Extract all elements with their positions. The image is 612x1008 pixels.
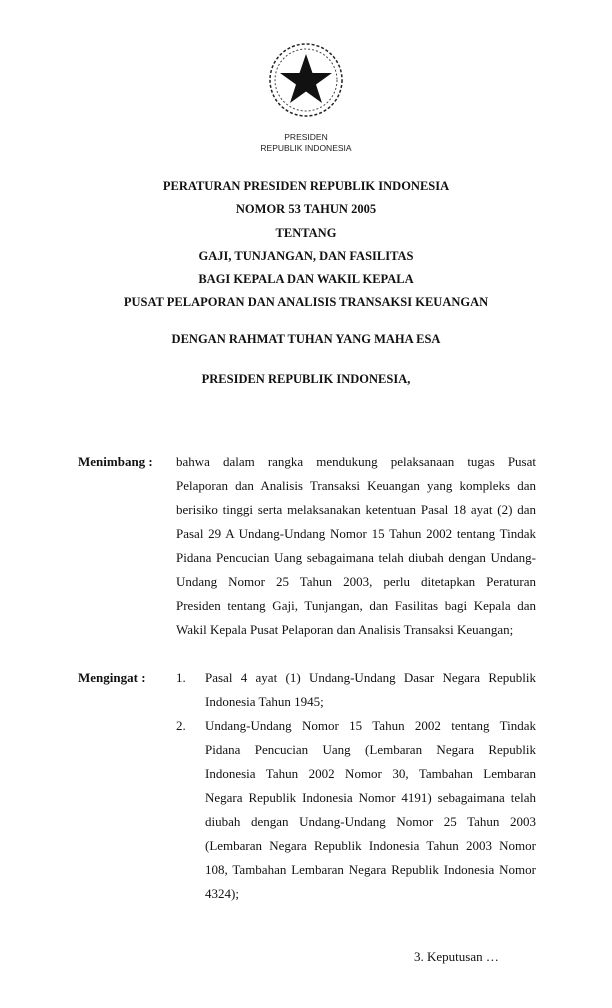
text-line: Undang-Undang Nomor 15 Tahun 2002 tentang Tindak xyxy=(205,718,536,734)
text-line: Undang Nomor 25 Tahun 2003, perlu ditetapkan Peraturan xyxy=(176,574,536,590)
mengingat-section xyxy=(78,666,536,906)
text-line: Wakil Kepala Pusat Pelaporan dan Analisis Transaksi Keuangan; xyxy=(176,622,514,638)
text-line: Pidana Pencucian Uang (Lembaran Negara Republik xyxy=(205,742,536,758)
text-line: Negara Republik Indonesia Nomor 4191) sebagaimana telah xyxy=(205,790,536,806)
text-line: Indonesia Tahun 2002 Nomor 30, Tambahan Lembaran xyxy=(205,766,536,782)
text-line: Pasal 4 ayat (1) Undang-Undang Dasar Negara Republik xyxy=(205,670,536,686)
text-line: Indonesia Tahun 1945; xyxy=(205,694,324,710)
page-continuation: 3. Keputusan … xyxy=(414,949,499,965)
text-line: 4324); xyxy=(205,886,239,902)
text-line: diubah dengan Undang-Undang Nomor 25 Tahun 2003 xyxy=(205,814,536,830)
title-line: GAJI, TUNJANGAN, DAN FASILITAS xyxy=(198,248,414,263)
text-line: Presiden tentang Gaji, Tunjangan, dan Fasilitas bagi Kepala dan xyxy=(176,598,536,614)
text-line: 108, Tambahan Lembaran Negara Republik Indonesia Nomor xyxy=(205,862,536,878)
invocation-text: DENGAN RAHMAT TUHAN YANG MAHA ESA xyxy=(171,331,441,346)
text-line: (Lembaran Negara Republik Indonesia Tahun 2003 Nomor xyxy=(205,838,536,854)
mengingat-list xyxy=(176,666,536,906)
menimbang-section xyxy=(78,450,536,642)
item-text xyxy=(205,714,536,906)
mengingat-item-1 xyxy=(176,666,536,714)
letterhead-line1: PRESIDEN xyxy=(284,132,328,142)
mengingat-item-2 xyxy=(176,714,536,906)
text-line: Pelaporan dan Analisis Transaksi Keuangan yang kompleks dan xyxy=(176,478,536,494)
title-line: BAGI KEPALA DAN WAKIL KEPALA xyxy=(198,272,414,287)
letterhead-line2: REPUBLIK INDONESIA xyxy=(260,143,352,153)
menimbang-label: Menimbang : xyxy=(78,454,153,470)
item-number: 2. xyxy=(176,718,186,734)
title-line: PUSAT PELAPORAN DAN ANALISIS TRANSAKSI KEUANGAN xyxy=(123,295,489,310)
issuer xyxy=(0,368,612,391)
text-line: Pasal 29 A Undang-Undang Nomor 15 Tahun 2002 tentang Tindak xyxy=(176,526,536,542)
title-line: NOMOR 53 TAHUN 2005 xyxy=(235,202,377,217)
item-text xyxy=(205,666,536,714)
letterhead xyxy=(0,132,612,154)
title-line: PERATURAN PRESIDEN REPUBLIK INDONESIA xyxy=(162,179,450,193)
invocation xyxy=(0,328,612,351)
regulation-title xyxy=(0,175,612,315)
mengingat-label: Mengingat : xyxy=(78,670,146,686)
text-line: Pidana Pencucian Uang sebagaimana telah diubah dengan Undang- xyxy=(176,550,536,566)
issuer-text: PRESIDEN REPUBLIK INDONESIA, xyxy=(201,372,411,387)
title-line: TENTANG xyxy=(275,225,337,240)
item-number: 1. xyxy=(176,670,186,686)
text-line: bahwa dalam rangka mendukung pelaksanaan tugas Pusat xyxy=(176,454,536,470)
text-line: berisiko tinggi serta melaksanakan ketentuan Pasal 18 ayat (2) dan xyxy=(176,502,536,518)
presidential-seal-icon xyxy=(266,40,346,120)
menimbang-text xyxy=(176,450,536,642)
